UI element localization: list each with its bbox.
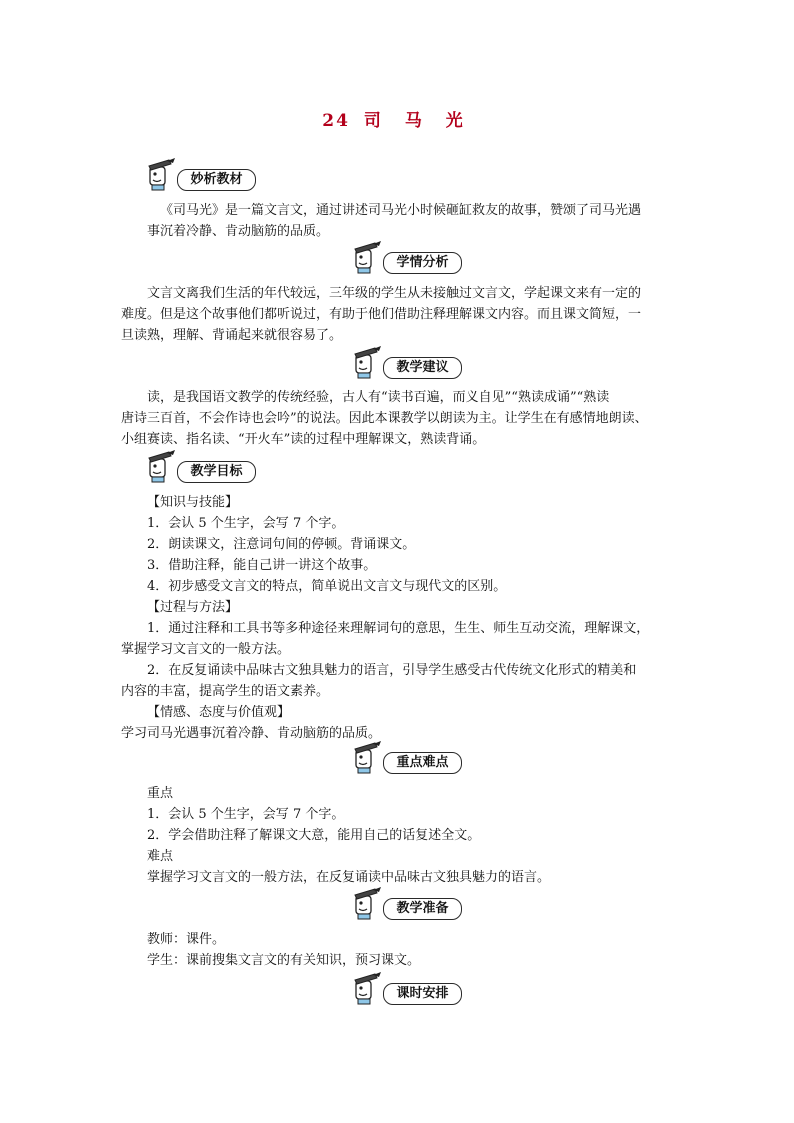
paragraph [121, 283, 677, 346]
text-line: 1．会认 5 个生字，会写 7 个字。 [147, 807, 345, 822]
text-line: 事沉着冷静、肯动脑筋的品质。 [147, 224, 330, 239]
text-line: 学生：课前搜集文言文的有关知识，预习课文。 [147, 953, 421, 968]
text-line: 2．学会借助注释了解课文大意，能用自己的话复述全文。 [147, 828, 481, 843]
text-line: 读，是我国语文教学的传统经验，古人有“读书百遍，而义自见”“熟读成诵”“熟读 [147, 390, 610, 405]
section-heading: 妙析教材 [177, 169, 256, 191]
section-heading: 教学建议 [383, 357, 462, 379]
text-line: 小组赛读、指名读、“开火车”读的过程中理解课文，熟读背诵。 [121, 432, 486, 447]
section-header-preparation [353, 887, 465, 921]
text-line: 1．通过注释和工具书等多种途径来理解词句的意思，生生、师生互动交流，理解课文， [147, 621, 650, 636]
group-label: 【知识与技能】 [147, 495, 239, 510]
text-line: 掌握学习文言文的一般方法。 [121, 642, 291, 657]
text-line: 难点 [147, 849, 174, 864]
text-line: 唐诗三百首，不会作诗也会吟”的说法。因此本课教学以朗读为主。让学生在有感情地朗读、 [121, 411, 648, 426]
text-line: 旦读熟，理解、背诵起来就很容易了。 [121, 328, 343, 343]
section-heading: 教学目标 [177, 461, 256, 483]
text-line: 4．初步感受文言文的特点，简单说出文言文与现代文的区别。 [147, 579, 507, 594]
text-line: 文言文离我们生活的年代较远，三年级的学生从未接触过文言文，学起课文来有一定的 [147, 286, 642, 301]
lesson-name: 司 马 光 [363, 111, 472, 131]
group-label: 【过程与方法】 [147, 600, 239, 615]
lesson-title [0, 106, 794, 131]
objectives-list [121, 492, 677, 744]
section-header-analysis [147, 158, 259, 192]
section-heading: 课时安排 [383, 983, 462, 1005]
text-line: 学习司马光遇事沉着冷静、肯动脑筋的品质。 [121, 726, 382, 741]
section-heading: 学情分析 [383, 252, 462, 274]
lesson-number: 24 [322, 111, 350, 131]
text-line: 教师：课件。 [147, 932, 226, 947]
section-header-keypoints [353, 741, 465, 775]
keypoints-list [147, 783, 677, 888]
paragraph [147, 200, 677, 242]
section-header-objectives [147, 450, 259, 484]
text-line: 2．在反复诵读中品味古文独具魅力的语言，引导学生感受古代传统文化形式的精美和 [147, 663, 637, 678]
paragraph [121, 387, 677, 450]
text-line: 难度。但是这个故事他们都听说过，有助于他们借助注释理解课文内容。而且课文简短，一 [121, 307, 642, 322]
text-line: 3．借助注释，能自己讲一讲这个故事。 [147, 558, 377, 573]
section-header-schedule [353, 972, 465, 1006]
text-line: 内容的丰富，提高学生的语文素养。 [121, 684, 330, 699]
section-header-suggestions [353, 346, 465, 380]
section-header-students [353, 241, 465, 275]
text-line: 掌握学习文言文的一般方法，在反复诵读中品味古文独具魅力的语言。 [147, 870, 551, 885]
section-heading: 重点难点 [383, 752, 462, 774]
text-line: 2．朗读课文，注意词句间的停顿。背诵课文。 [147, 537, 416, 552]
section-heading: 教学准备 [383, 898, 462, 920]
text-line: 《司马光》是一篇文言文，通过讲述司马光小时候砸缸救友的故事，赞颂了司马光遇 [160, 203, 642, 218]
text-line: 重点 [147, 786, 174, 801]
preparation-list [147, 929, 677, 971]
group-label: 【情感、态度与价值观】 [147, 705, 291, 720]
text-line: 1．会认 5 个生字，会写 7 个字。 [147, 516, 345, 531]
